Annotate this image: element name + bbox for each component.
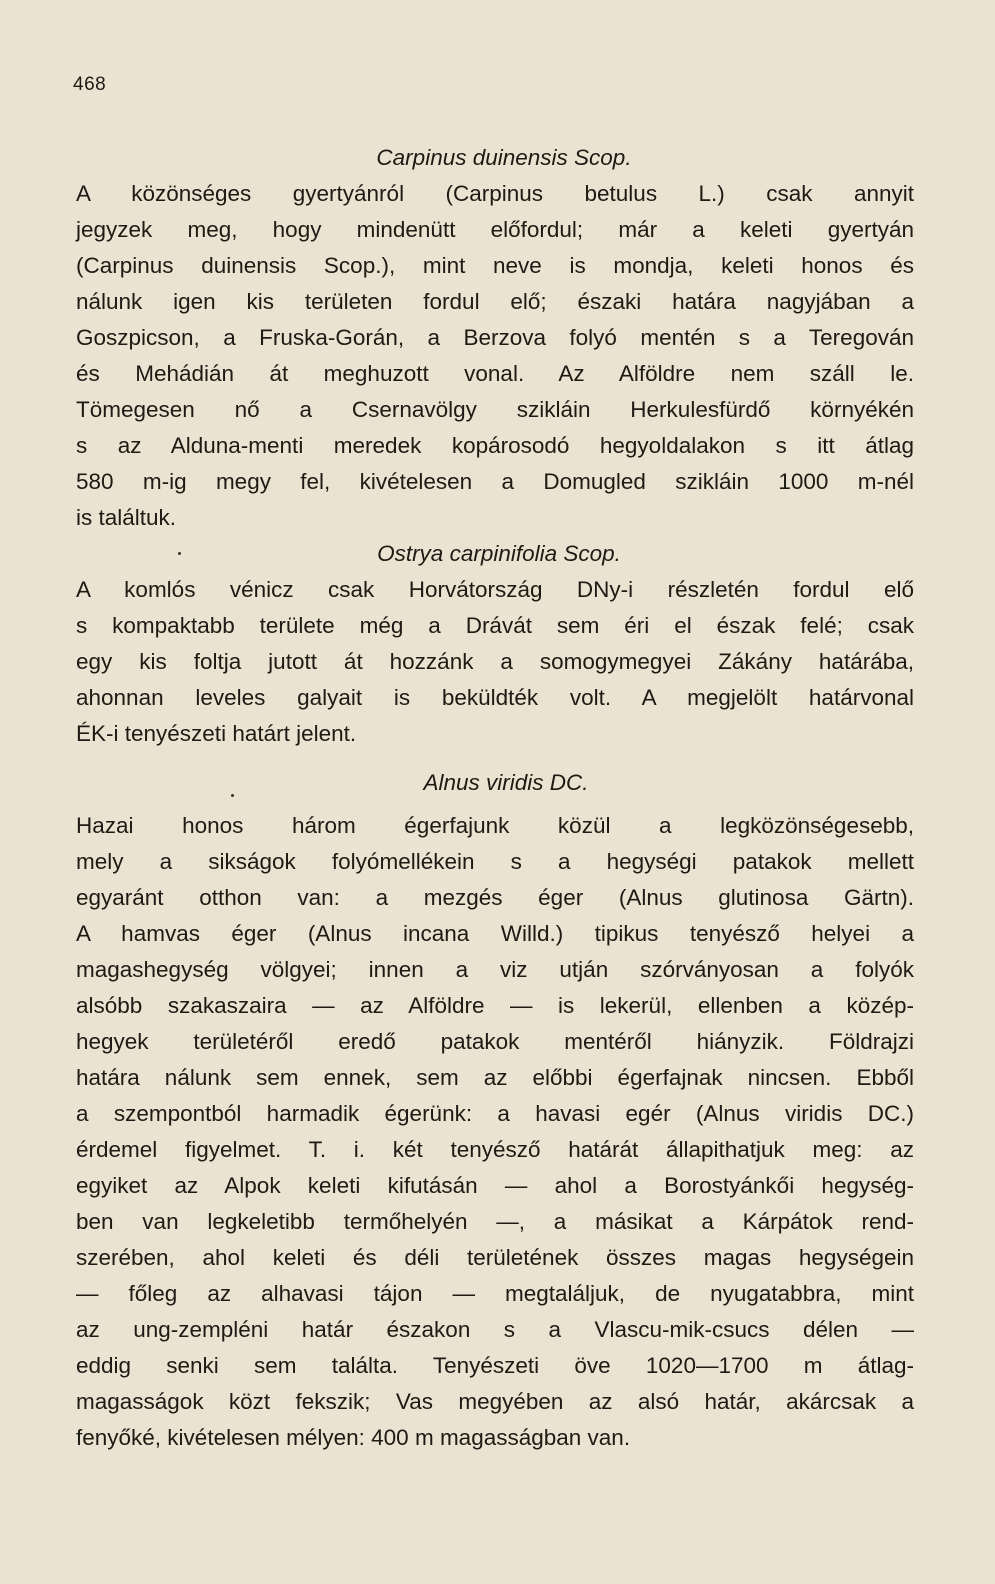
section-heading-ostrya: Ostrya carpinifolia Scop.: [377, 541, 621, 566]
paragraph-line: az ung-zempléni határ északon s a Vlascu-mik-csucs délen —: [76, 1317, 914, 1342]
paragraph-line: eddig senki sem találta. Tenyészeti öve 1020—1700 m átlag-: [76, 1353, 914, 1378]
paragraph-line: A komlós vénicz csak Horvátország DNy-i részletén fordul elő: [76, 577, 914, 602]
paragraph-line: egy kis foltja jutott át hozzánk a somogymegyei Zákány határába,: [76, 649, 914, 674]
paragraph-line: magasságok közt fekszik; Vas megyében az alsó határ, akárcsak a: [76, 1389, 914, 1414]
section-heading-carpinus: Carpinus duinensis Scop.: [376, 145, 632, 170]
paragraph-line: is találtuk.: [76, 505, 177, 530]
paragraph-line: A közönséges gyertyánról (Carpinus betulus L.) csak annyit: [76, 181, 914, 206]
paragraph-line: Hazai honos három égerfajunk közül a legközönségesebb,: [76, 813, 914, 838]
paragraph-line: egyiket az Alpok keleti kifutásán — ahol a Borostyánkői hegység-: [76, 1173, 914, 1198]
paragraph-line: jegyzek meg, hogy mindenütt előfordul; már a keleti gyertyán: [76, 217, 914, 242]
paragraph-line: Tömegesen nő a Csernavölgy szikláin Herkulesfürdő környékén: [76, 397, 914, 422]
paragraph-line: — főleg az alhavasi tájon — megtaláljuk, de nyugatabbra, mint: [76, 1281, 914, 1306]
paragraph-line: fenyőké, kivételesen mélyen: 400 m magasságban van.: [76, 1425, 631, 1450]
paragraph-line: hegyek területéről eredő patakok mentéről hiányzik. Földrajzi: [76, 1029, 914, 1054]
paragraph-line: és Mehádián át meghuzott vonal. Az Alföldre nem száll le.: [76, 361, 914, 386]
paragraph-line: határa nálunk sem ennek, sem az előbbi égerfajnak nincsen. Ebből: [76, 1065, 914, 1090]
section-heading-alnus: Alnus viridis DC.: [423, 770, 589, 795]
print-speck: [231, 794, 234, 797]
paragraph-line: 580 m-ig megy fel, kivételesen a Domugled szikláin 1000 m-nél: [76, 469, 914, 494]
paragraph-line: nálunk igen kis területen fordul elő; északi határa nagyjában a: [76, 289, 914, 314]
print-speck: [178, 552, 181, 555]
page-number: 468: [73, 74, 107, 95]
paragraph-line: érdemel figyelmet. T. i. két tenyésző határát állapithatjuk meg: az: [76, 1137, 914, 1162]
body-text: [76, 140, 914, 1456]
paragraph-line: s az Alduna-menti meredek kopárosodó hegyoldalakon s itt átlag: [76, 433, 914, 458]
paragraph-line: szerében, ahol keleti és déli területének összes magas hegységein: [76, 1245, 914, 1270]
paragraph-line: magashegység völgyei; innen a viz utján szórványosan a folyók: [76, 957, 914, 982]
paragraph-line: ÉK-i tenyészeti határt jelent.: [76, 721, 357, 746]
paragraph-line: alsóbb szakaszaira — az Alföldre — is lekerül, ellenben a közép-: [76, 993, 914, 1018]
paragraph-line: a szempontból harmadik égerünk: a havasi egér (Alnus viridis DC.): [76, 1101, 914, 1126]
paragraph-line: (Carpinus duinensis Scop.), mint neve is mondja, keleti honos és: [76, 253, 914, 278]
paragraph-line: ahonnan leveles galyait is beküldték volt. A megjelölt határvonal: [76, 685, 914, 710]
paragraph-line: A hamvas éger (Alnus incana Willd.) tipikus tenyésző helyei a: [76, 921, 914, 946]
paragraph-line: egyaránt otthon van: a mezgés éger (Alnus glutinosa Gärtn).: [76, 885, 914, 910]
paragraph-line: ben van legkeletibb termőhelyén —, a másikat a Kárpátok rend-: [76, 1209, 914, 1234]
paragraph-line: s kompaktabb területe még a Drávát sem éri el észak felé; csak: [76, 613, 914, 638]
paragraph-line: Goszpicson, a Fruska-Gorán, a Berzova folyó mentén s a Teregován: [76, 325, 914, 350]
paragraph-line: mely a sikságok folyómellékein s a hegységi patakok mellett: [76, 849, 914, 874]
